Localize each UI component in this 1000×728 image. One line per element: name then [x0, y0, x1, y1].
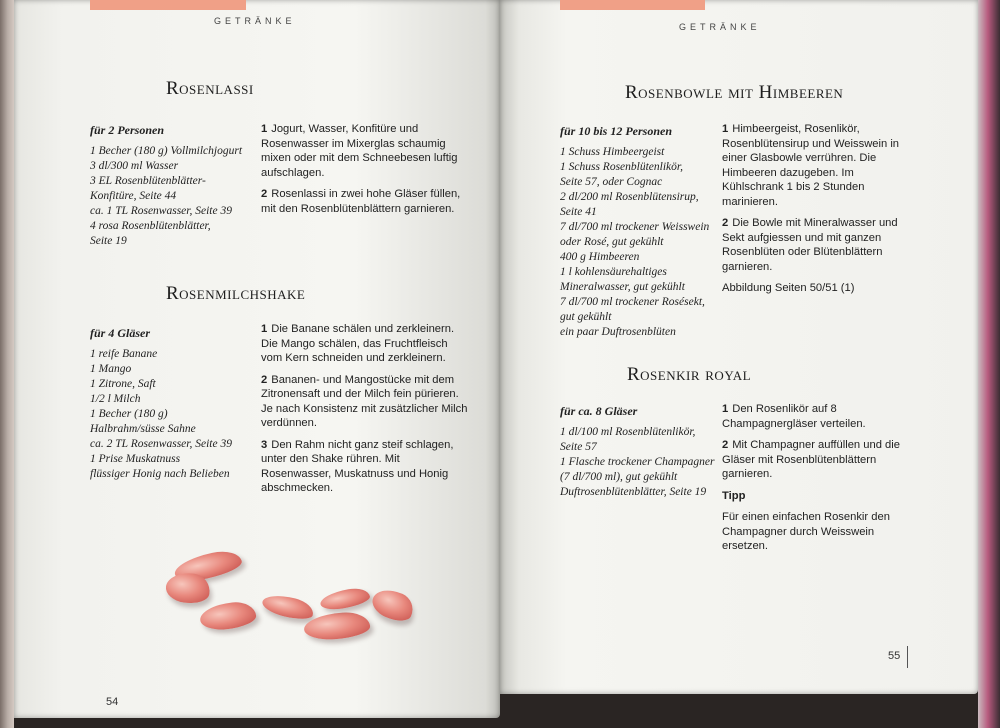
ingredient: 1 Prise Muskatnuss: [90, 453, 181, 465]
book-left-edge: [0, 0, 14, 728]
ingredient: Halbrahm/süsse Sahne: [90, 423, 196, 435]
step-text: Bananen- und Mangostücke mit dem Zitronensaft und der Milch fein pürieren. Je nach Konsistenz mit zusätzlicher Milch verdünnen.: [261, 373, 468, 429]
step: [261, 122, 471, 180]
page-number: 54: [106, 696, 119, 708]
ingredient: 3 dl/300 ml Wasser: [90, 160, 179, 172]
running-head: GETRÄNKE: [214, 16, 296, 26]
ingredient: Konfitüre, Seite 44: [90, 190, 177, 202]
ingredient: 7 dl/700 ml trockener Rosésekt,: [560, 296, 705, 308]
step: [261, 438, 471, 496]
ingredient: gut gekühlt: [560, 311, 612, 323]
step-text: Mit Champagner auffüllen und die Gläser mit Rosenblütenblättern garnieren.: [722, 439, 900, 480]
instructions: [722, 402, 918, 561]
step-text: Den Rahm nicht ganz steif schlagen, unter den Shake rühren. Mit Rosenwasser, Muskatnuss und Honig abschmecken.: [261, 438, 454, 494]
book-right-edge: [978, 0, 1000, 728]
ingredient: 400 g Himbeeren: [560, 251, 640, 263]
ingredient: oder Rosé, gut gekühlt: [560, 236, 664, 248]
step-text: Die Banane schälen und zerkleinern. Die Mango schälen, das Fruchtfleisch vom Kern schneiden und zerkleinern.: [261, 323, 455, 364]
step: [722, 402, 918, 431]
ingredient: 3 EL Rosenblütenblätter-: [90, 175, 206, 187]
ingredient: Duftrosenblütenblätter, Seite 19: [560, 486, 707, 498]
ingredient-list: [560, 425, 725, 500]
step-text: Die Bowle mit Mineralwasser und Sekt aufgiessen und mit ganzen Rosenblüten oder Blütenblättern garnieren.: [722, 217, 898, 273]
ingredient-list: [90, 144, 260, 249]
ingredient: Seite 57, oder Cognac: [560, 176, 663, 188]
step-number: 2: [722, 217, 729, 229]
step-number: 3: [261, 438, 268, 451]
ingredient: 1 Flasche trockener Champagner: [560, 456, 715, 468]
step-number: 2: [261, 188, 268, 200]
ingredient: 1 l kohlensäurehaltiges: [560, 266, 667, 278]
step: [722, 122, 916, 209]
running-head: GETRÄNKE: [679, 22, 761, 32]
ingredient: 1 reife Banane: [90, 348, 158, 360]
ingredient: Seite 41: [560, 206, 597, 218]
ingredient: 1 Becher (180 g) Vollmilchjogurt: [90, 145, 243, 157]
instructions: [722, 122, 916, 303]
ingredient: 1 Becher (180 g): [90, 408, 168, 420]
step: [261, 187, 471, 216]
ingredient: ca. 1 TL Rosenwasser, Seite 39: [90, 205, 232, 217]
step-number: 1: [722, 403, 729, 415]
servings: für 2 Personen: [90, 123, 165, 137]
rose-petal: [303, 611, 371, 642]
step-text: Den Rosenlikör auf 8 Champagnergläser verteilen.: [722, 403, 866, 430]
ingredient: ein paar Duftrosenblüten: [560, 326, 676, 338]
left-page: [14, 0, 500, 718]
step: [261, 322, 471, 366]
step-number: 1: [261, 323, 268, 335]
ingredient: ca. 2 TL Rosenwasser, Seite 39: [90, 438, 232, 450]
ingredient: 1 Zitrone, Saft: [90, 378, 156, 390]
ingredient: 2 dl/200 ml Rosenblütensirup,: [560, 191, 699, 203]
step-number: 2: [261, 373, 268, 386]
instructions: [261, 122, 471, 223]
tip-text: Für einen einfachen Rosenkir den Champagner durch Weisswein ersetzen.: [722, 511, 890, 552]
ingredient: flüssiger Honig nach Belieben: [90, 468, 230, 480]
instructions: [261, 322, 471, 503]
step-text: Himbeergeist, Rosenlikör, Rosenblütensirup und Weisswein in einer Glasbowle verrühren. Die Himbeeren dazugeben. Im Kühlschrank 1 bis 2 Stunden marinieren.: [722, 123, 900, 208]
step: [722, 216, 916, 274]
recipe-title: Rosenlassi: [166, 78, 254, 99]
rose-petal: [319, 586, 371, 612]
step-text: Rosenlassi in zwei hohe Gläser füllen, mit den Rosenblütenblättern garnieren.: [261, 188, 461, 215]
ingredient-list: [90, 347, 268, 482]
ingredient: 1 Schuss Himbeergeist: [560, 146, 665, 158]
recipe-title: Rosenmilchshake: [166, 283, 306, 304]
recipe-title: Rosenbowle mit Himbeeren: [625, 82, 844, 103]
servings: für ca. 8 Gläser: [560, 404, 638, 418]
servings: für 4 Gläser: [90, 326, 151, 340]
ingredient: Seite 19: [90, 235, 127, 247]
rose-petal: [199, 600, 257, 632]
ingredient: 1 Schuss Rosenblütenlikör,: [560, 161, 683, 173]
section-tab-marker: [90, 0, 246, 10]
step-text: Jogurt, Wasser, Konfitüre und Rosenwasser im Mixerglas schaumig mixen oder mit dem Schneebesen luftig aufschlagen.: [261, 123, 458, 179]
right-page: [500, 0, 978, 694]
rose-petal: [260, 591, 315, 623]
ingredient: 1 dl/100 ml Rosenblütenlikör,: [560, 426, 696, 438]
step: [261, 373, 471, 431]
step-number: 1: [722, 123, 729, 135]
section-tab-marker: [560, 0, 705, 10]
step: [722, 438, 918, 482]
ingredient-list: [560, 145, 725, 340]
step-number: 1: [261, 123, 268, 135]
ingredient: 1/2 l Milch: [90, 393, 141, 405]
ingredient: (7 dl/700 ml), gut gekühlt: [560, 471, 678, 483]
page-number: 55: [888, 650, 901, 662]
ingredient: Seite 57: [560, 441, 597, 453]
recipe-title: Rosenkir royal: [627, 364, 752, 385]
servings: für 10 bis 12 Personen: [560, 124, 673, 138]
step-number: 2: [722, 439, 729, 451]
rose-petal: [368, 584, 418, 627]
ingredient: 1 Mango: [90, 363, 132, 375]
ingredient: 7 dl/700 ml trockener Weisswein: [560, 221, 710, 233]
page-number-rule: [907, 646, 908, 668]
tip-heading: Tipp: [722, 489, 746, 502]
ingredient: Mineralwasser, gut gekühlt: [560, 281, 685, 293]
figure-reference: Abbildung Seiten 50/51 (1): [722, 282, 855, 294]
ingredient: 4 rosa Rosenblütenblätter,: [90, 220, 211, 232]
